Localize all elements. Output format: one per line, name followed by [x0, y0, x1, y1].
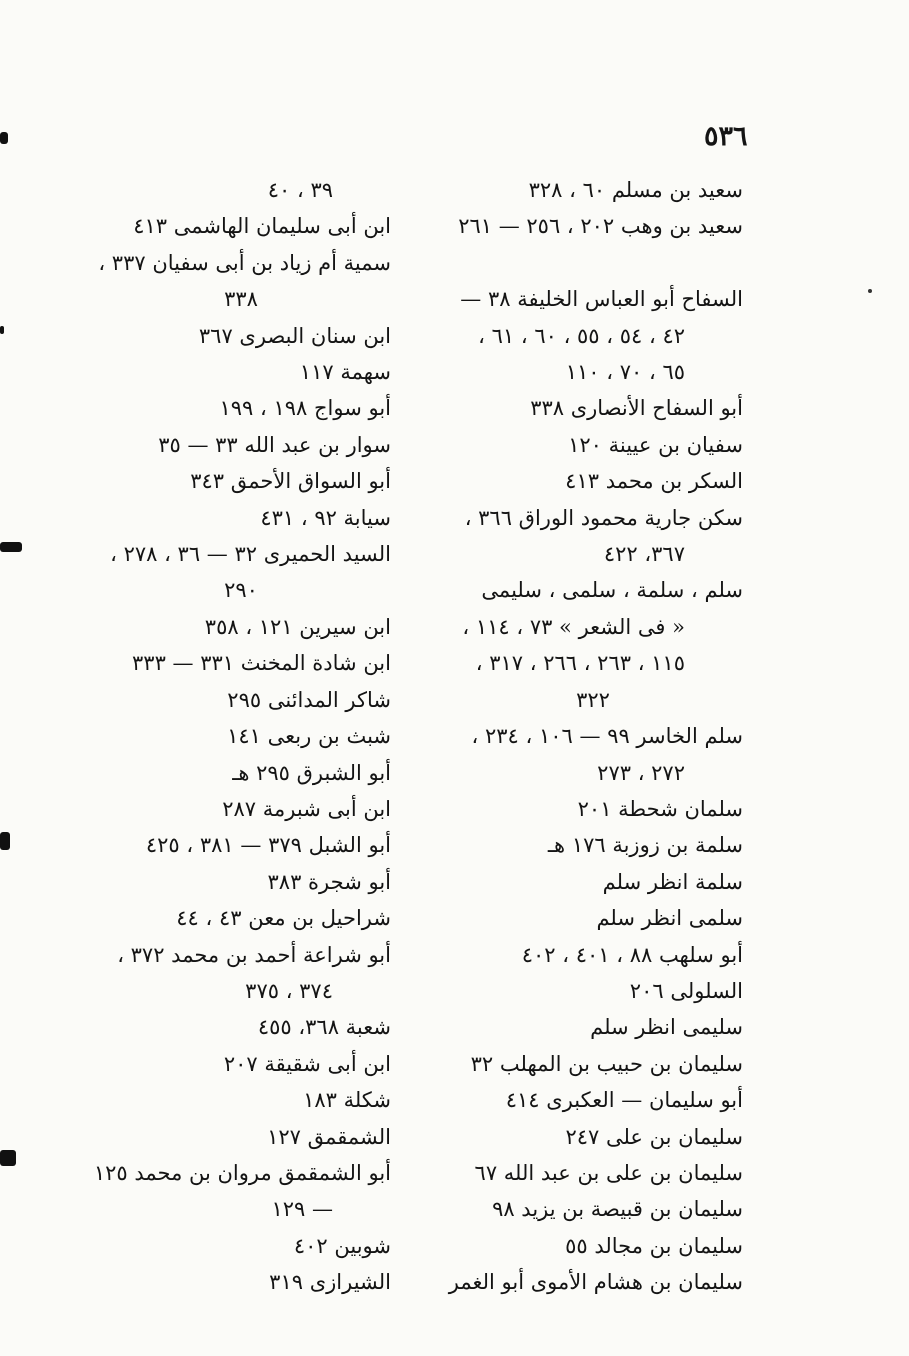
page-number: ٥٣٦	[704, 121, 748, 152]
index-entry: شوبين ٤٠٢	[293, 1233, 391, 1258]
index-entry: شبث بن ربعى ١٤١	[227, 724, 391, 749]
index-column-left	[91, 172, 391, 1301]
margin-mark	[0, 1150, 16, 1166]
index-entry: سليمى انظر سلم	[590, 1015, 743, 1040]
index-entry: ابن أبى شقيقة ٢٠٧	[223, 1051, 391, 1076]
index-entry: سعيد بن وهب ٢٠٢ ، ٢٥٦ — ٢٦١	[458, 214, 743, 239]
index-entry: سلم ، سلمة ، سلمى ، سليمى	[481, 578, 743, 603]
index-entry: أبو السواق الأحمق ٣٤٣	[190, 469, 391, 494]
index-entry: سيابة ٩٢ ، ٤٣١	[260, 505, 391, 530]
index-entry: شاكر المدائنى ٢٩٥	[227, 687, 391, 712]
index-entry: شكلة ١٨٣	[303, 1088, 391, 1113]
index-entry: سكن جارية محمود الوراق ٣٦٦ ،	[464, 505, 743, 530]
index-entry: أبو شراعة أحمد بن محمد ٣٧٢ ،	[117, 942, 391, 967]
index-entry: سليمان بن على بن عبد الله ٦٧	[474, 1160, 743, 1185]
margin-mark	[0, 326, 4, 334]
index-entry-continuation: ٢٧٢ ، ٢٧٣	[597, 760, 685, 785]
index-entry: سهمة ١١٧	[299, 360, 391, 385]
index-entry: سليمان بن على ٢٤٧	[565, 1124, 743, 1149]
index-entry: سليمان بن قبيصة بن يزيد ٩٨	[492, 1197, 743, 1222]
index-entry: الشمقمق ١٢٧	[267, 1124, 391, 1149]
index-entry: سلم الخاسر ٩٩ — ١٠٦ ، ٢٣٤ ،	[471, 724, 743, 749]
index-entry-continuation: ٣٩ ، ٤٠	[267, 178, 333, 202]
index-entry: أبو الشبل ٣٧٩ — ٣٨١ ، ٤٢٥	[145, 833, 391, 858]
index-entry: أبو سواج ١٩٨ ، ١٩٩	[219, 396, 391, 421]
index-entry: أبو الشبرق ٢٩٥ هـ	[232, 760, 391, 785]
index-entry: الشيرازى ٣١٩	[269, 1270, 391, 1295]
index-entry: ابن أبى سليمان الهاشمى ٤١٣	[133, 214, 391, 239]
index-entry: سليمان بن مجالد ٥٥	[565, 1233, 743, 1258]
index-entry: السفاح أبو العباس الخليفة ٣٨ —	[460, 287, 743, 312]
index-entry: سلمى انظر سلم	[596, 906, 743, 931]
index-entry: سمية أم زياد بن أبى سفيان ٣٣٧ ،	[98, 250, 391, 275]
index-entry-continuation: ١١٥ ، ٢٦٣ ، ٢٦٦ ، ٣١٧ ،	[475, 651, 685, 676]
index-entry: ابن أبى شبرمة ٢٨٧	[222, 796, 391, 821]
index-entry: سوار بن عبد الله ٣٣ — ٣٥	[158, 432, 391, 457]
index-entry: أبو سليمان — العكبرى ٤١٤	[505, 1088, 743, 1113]
index-column-right	[443, 172, 743, 1301]
index-entry-continuation: ٦٥ ، ٧٠ ، ١١٠	[565, 360, 685, 385]
index-entry-continuation: ٣٢٢	[576, 687, 610, 712]
index-entry: شراحيل بن معن ٤٣ ، ٤٤	[176, 906, 391, 931]
margin-dot	[868, 289, 872, 293]
index-entry: ابن سيرين ١٢١ ، ٣٥٨	[204, 614, 391, 639]
blank-line	[443, 245, 743, 281]
index-entry: السيد الحميرى ٣٢ — ٣٦ ، ٢٧٨ ،	[110, 542, 391, 567]
index-entry: سليمان بن حبيب بن المهلب ٣٢	[470, 1051, 743, 1076]
index-entry-continuation: ٣٧٤ ، ٣٧٥	[245, 978, 333, 1003]
index-entry-continuation: ٢٩٠	[224, 578, 258, 603]
index-entry-continuation: ٤٢ ، ٥٤ ، ٥٥ ، ٦٠ ، ٦١ ،	[478, 323, 685, 348]
index-entry: أبو شجرة ٣٨٣	[267, 869, 391, 894]
index-entry: أبو السفاح الأنصارى ٣٣٨	[530, 396, 743, 421]
index-entry: ابن سنان البصرى ٣٦٧	[198, 323, 391, 348]
index-entry: سلمة بن زوزبة ١٧٦ هـ	[547, 833, 743, 858]
index-entry-continuation: ٣٦٧، ٤٢٢	[603, 542, 685, 567]
margin-mark	[0, 132, 8, 144]
index-entry: ابن شادة المخنث ٣٣١ — ٣٣٣	[132, 651, 391, 676]
index-entry: السكر بن محمد ٤١٣	[565, 469, 743, 494]
margin-mark	[0, 832, 10, 850]
index-entry: سفيان بن عيينة ١٢٠	[568, 432, 743, 457]
index-entry: السلولى ٢٠٦	[629, 978, 743, 1003]
index-entry: سلمة انظر سلم	[602, 869, 743, 894]
index-entry: سلمان شحطة ٢٠١	[577, 796, 743, 821]
index-entry: أبو سلهب ٨٨ ، ٤٠١ ، ٤٠٢	[521, 942, 743, 967]
index-entry: شعبة ٣٦٨، ٤٥٥	[257, 1015, 391, 1040]
margin-mark	[0, 542, 22, 552]
index-entry: سليمان بن هشام الأموى أبو الغمر	[448, 1270, 743, 1295]
index-entry-continuation: ٣٣٨	[224, 287, 258, 312]
index-entry: سعيد بن مسلم ٦٠ ، ٣٢٨	[528, 178, 743, 202]
index-entry-continuation: — ١٢٩	[271, 1197, 333, 1222]
index-entry: أبو الشمقمق مروان بن محمد ١٢٥	[93, 1160, 391, 1185]
index-entry-continuation: « فى الشعر » ٧٣ ، ١١٤ ،	[462, 614, 685, 639]
